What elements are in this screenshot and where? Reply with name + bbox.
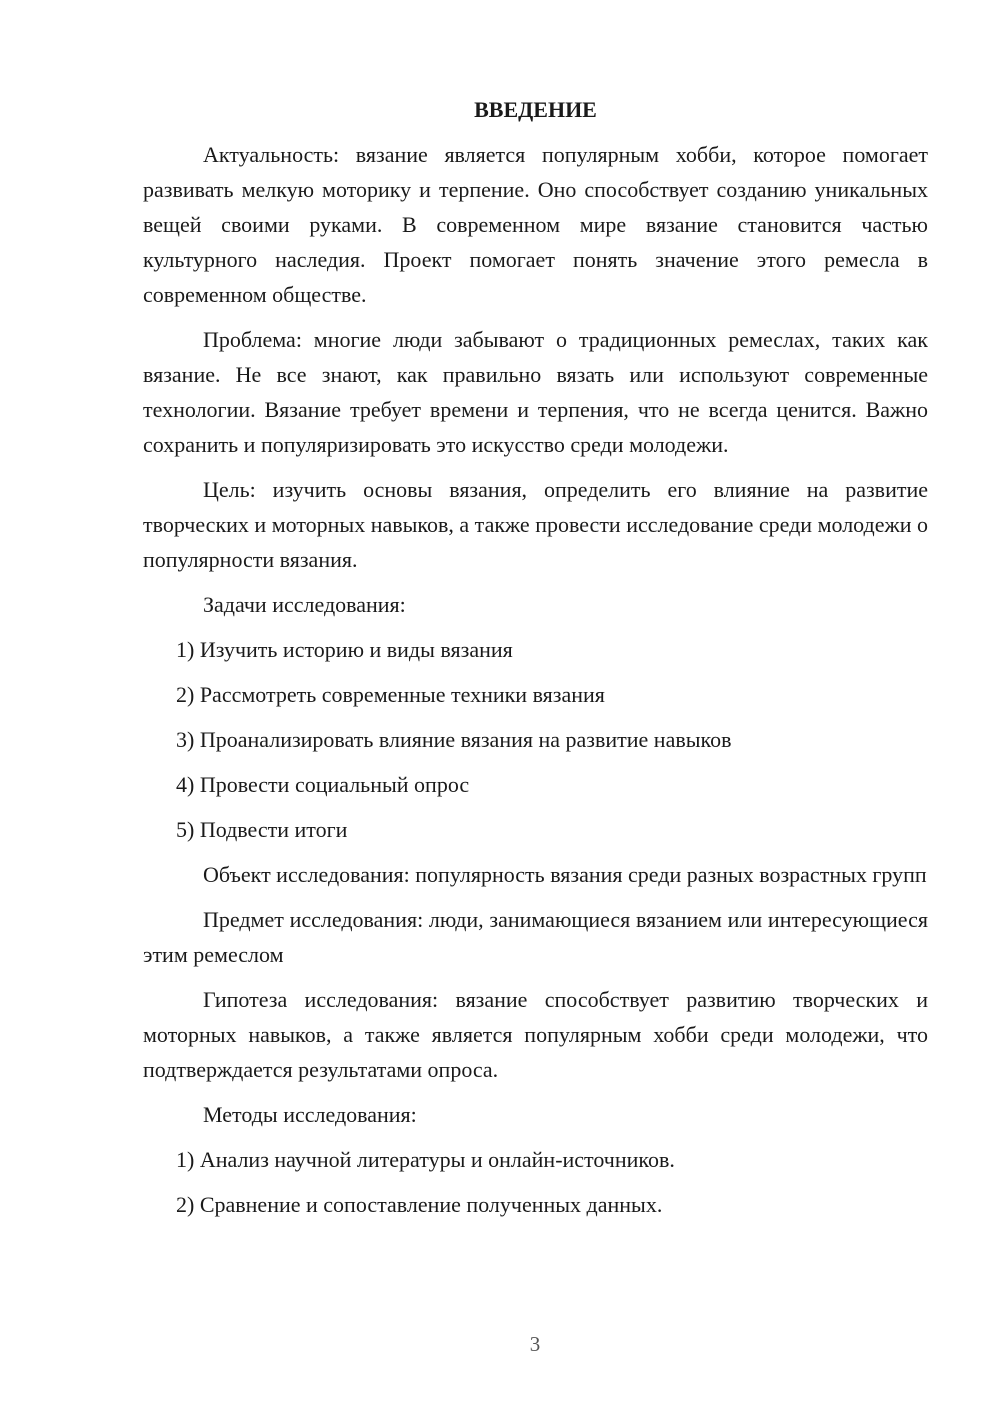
section-title: ВВЕДЕНИЕ [474,97,597,122]
list-item: 1) Анализ научной литературы и онлайн-источников. [176,1147,675,1172]
list-item: 2) Сравнение и сопоставление полученных данных. [176,1192,663,1217]
methods-heading: Методы исследования: [203,1102,417,1127]
page-number: 3 [529,1332,541,1356]
page-content [143,92,928,1232]
problem-paragraph: Проблема: многие люди забывают о традиционных ремеслах, таких как вязание. Не все знают, как правильно вязать или используют современные технологии. Вязание требует времени и терпения, что не всегда ценится. Важно сохранить и популяризировать это искусство среди молодежи. [143,327,928,457]
tasks-list [143,632,928,847]
goal-paragraph: Цель: изучить основы вязания, определить его влияние на развитие творческих и моторных навыков, а также провести исследование среди молодежи о популярности вязания. [143,477,928,572]
list-item: 4) Провести социальный опрос [176,772,470,797]
object-paragraph: Объект исследования: популярность вязания среди разных возрастных групп [203,862,927,887]
methods-list [143,1142,928,1222]
list-item: 2) Рассмотреть современные техники вязания [176,682,605,707]
list-item: 1) Изучить историю и виды вязания [176,637,513,662]
hypothesis-paragraph: Гипотеза исследования: вязание способствует развитию творческих и моторных навыков, а также является популярным хобби среди молодежи, что подтверждается результатами опроса. [143,987,928,1082]
relevance-paragraph: Актуальность: вязание является популярным хобби, которое помогает развивать мелкую моторику и терпение. Оно способствует созданию уникальных вещей своими руками. В современном мире вязание становится частью культурного наследия. Проект помогает понять значение этого ремесла в современном обществе. [143,142,928,307]
tasks-heading: Задачи исследования: [203,592,406,617]
list-item: 3) Проанализировать влияние вязания на развитие навыков [176,727,732,752]
subject-paragraph: Предмет исследования: люди, занимающиеся вязанием или интересующиеся этим ремеслом [143,907,928,967]
list-item: 5) Подвести итоги [176,817,348,842]
